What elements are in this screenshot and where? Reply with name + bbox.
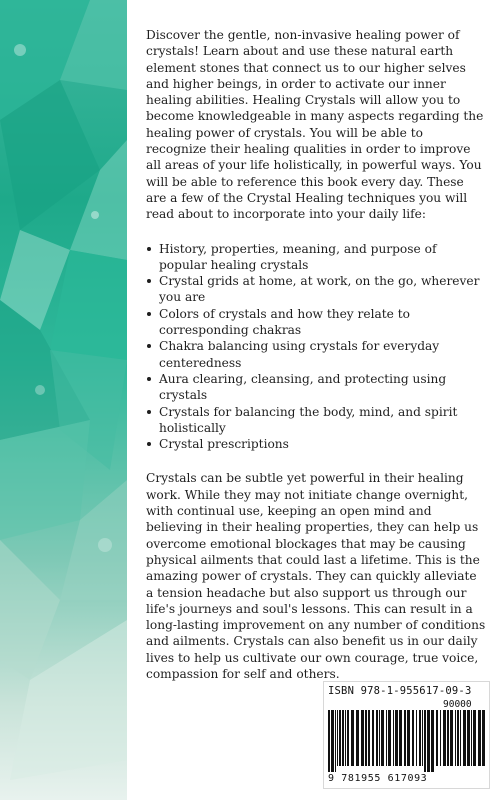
barcode-bar bbox=[351, 710, 354, 766]
barcode-bar bbox=[412, 710, 414, 766]
barcode-bar bbox=[407, 710, 410, 766]
barcode-bar bbox=[356, 710, 359, 766]
barcode-bar bbox=[460, 710, 461, 766]
barcode-bar bbox=[337, 710, 338, 766]
barcode-bar bbox=[482, 710, 485, 766]
barcode-bar bbox=[386, 710, 387, 766]
barcode-bar bbox=[376, 710, 378, 766]
barcode-bar bbox=[399, 710, 402, 766]
barcode-bar bbox=[416, 710, 417, 766]
barcode-bar bbox=[365, 710, 367, 766]
barcode-bar bbox=[450, 710, 453, 766]
barcode-bar bbox=[463, 710, 466, 766]
crystal-facets bbox=[0, 0, 127, 800]
barcode-bar bbox=[347, 710, 349, 766]
barcode-bar bbox=[436, 710, 438, 766]
barcode-bar bbox=[345, 710, 346, 766]
barcode-bar bbox=[457, 710, 459, 766]
list-item: Crystal prescriptions bbox=[146, 436, 486, 452]
barcode-bar bbox=[467, 710, 470, 766]
barcode-bar bbox=[419, 710, 421, 766]
technique-list bbox=[146, 241, 486, 453]
barcode-bar bbox=[361, 710, 364, 766]
barcode-bar bbox=[424, 710, 426, 772]
barcode-bar bbox=[331, 710, 334, 772]
back-cover-text bbox=[146, 27, 486, 682]
barcode-bar bbox=[422, 710, 423, 766]
intro-paragraph: Discover the gentle, non-invasive healing power of crystals! Learn about and use these natural earth element stones that connect us to our higher selves and higher beings, in order to activate our inner healing abilities. Healing Crystals will allow you to become knowledgeable in many aspects regarding the healing power of crystals. You will be able to recognize their healing qualities in order to improve all areas of your life holistically, in powerful ways. You will be able to reference this book every day. These are a few of the Crystal Healing techniques you will read about to incorporate into your daily life: bbox=[146, 28, 484, 222]
barcode-bar bbox=[379, 710, 380, 766]
closing-paragraph: Crystals can be subtle yet powerful in their healing work. While they may not initiate change overnight, with continual use, keeping an open mind and believing in their healing properties, they can help us overcome emotional blockages that may be causing physical ailments that could last a lifetime. This is the amazing power of crystals. They can quickly alleviate a tension headache but also support us through our life's journeys and soul's lessons. This can result in a long-lasting improvement on any number of conditions and ailments. Crystals can also benefit us in our daily lives to help us cultivate our own courage, true voice, compassion for self and others. bbox=[146, 471, 486, 681]
barcode-bar bbox=[455, 710, 456, 766]
barcode-bar bbox=[431, 710, 434, 772]
barcode-bar bbox=[388, 710, 391, 766]
barcode-bar bbox=[478, 710, 481, 766]
barcode-bar bbox=[447, 710, 449, 766]
barcode-bars bbox=[328, 710, 485, 772]
barcode-bar bbox=[473, 710, 476, 766]
list-item: Crystals for balancing the body, mind, and spirit holistically bbox=[146, 404, 486, 437]
barcode-bar bbox=[471, 710, 472, 766]
barcode-bar bbox=[372, 710, 374, 766]
barcode-bar bbox=[335, 710, 336, 772]
list-item: Crystal grids at home, at work, on the go, wherever you are bbox=[146, 273, 486, 306]
barcode-bar bbox=[393, 710, 394, 766]
list-item: History, properties, meaning, and purpose of popular healing crystals bbox=[146, 241, 486, 274]
list-item: Aura clearing, cleansing, and protecting using crystals bbox=[146, 371, 486, 404]
barcode-bar bbox=[328, 710, 330, 772]
isbn-barcode bbox=[323, 681, 490, 789]
barcode-bar bbox=[443, 710, 446, 766]
barcode-bar bbox=[427, 710, 430, 772]
barcode-bar bbox=[381, 710, 384, 766]
barcode-bar bbox=[368, 710, 370, 766]
barcode-bar bbox=[404, 710, 406, 766]
ean-digits: 9 781955 617093 bbox=[328, 773, 428, 784]
price-code: 90000 bbox=[443, 699, 472, 710]
barcode-bar bbox=[339, 710, 341, 766]
list-item: Colors of crystals and how they relate to corresponding chakras bbox=[146, 306, 486, 339]
barcode-bar bbox=[342, 710, 344, 766]
list-item: Chakra balancing using crystals for everyday centeredness bbox=[146, 338, 486, 371]
crystal-photo-strip bbox=[0, 0, 127, 800]
isbn-label: ISBN 978-1-955617-09-3 bbox=[328, 685, 472, 697]
barcode-bar bbox=[440, 710, 441, 766]
barcode-bar bbox=[395, 710, 398, 766]
